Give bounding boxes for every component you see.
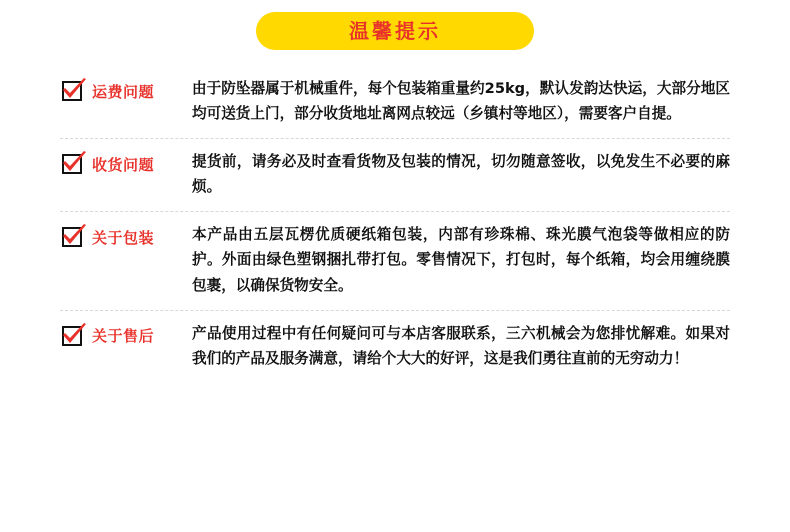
notice-section [60, 66, 730, 139]
section-body: 产品使用过程中有任何疑问可与本店客服联系，三六机械会为您排忧解难。如果对我们的产品及服务满意，请给个大大的好评，这是我们勇往直前的无穷动力！ [192, 324, 730, 367]
red-check-mark-icon [60, 78, 88, 104]
section-label: 关于包装 [92, 228, 155, 247]
section-body: 提货前，请务必及时查看货物及包装的情况，切勿随意签收，以免发生不必要的麻烦。 [192, 153, 730, 196]
section-label: 收货问题 [92, 155, 155, 174]
section-label: 关于售后 [92, 327, 155, 346]
header-area [0, 0, 790, 50]
red-check-mark-icon [60, 323, 88, 349]
notice-sections [0, 66, 790, 383]
section-label-group [60, 321, 192, 349]
section-body: 本产品由五层瓦楞优质硬纸箱包装，内部有珍珠棉、珠光膜气泡袋等做相应的防护。外面由绿色塑钢捆扎带打包。零售情况下，打包时，每个纸箱，均会用缠绕膜包裹，以确保货物安全。 [192, 226, 730, 294]
red-check-mark-icon [60, 151, 88, 177]
notice-section [60, 212, 730, 310]
notice-section [60, 139, 730, 212]
notice-section [60, 311, 730, 383]
section-label-group [60, 149, 192, 177]
section-label: 运费问题 [92, 82, 155, 101]
section-body: 由于防坠器属于机械重件，每个包装箱重量约25kg，默认发韵达快运，大部分地区均可送货上门，部分收货地址离网点较远（乡镇村等地区），需要客户自提。 [192, 80, 730, 123]
section-label-group [60, 76, 192, 104]
page-title: 温馨提示 [256, 12, 534, 50]
red-check-mark-icon [60, 224, 88, 250]
section-label-group [60, 222, 192, 250]
